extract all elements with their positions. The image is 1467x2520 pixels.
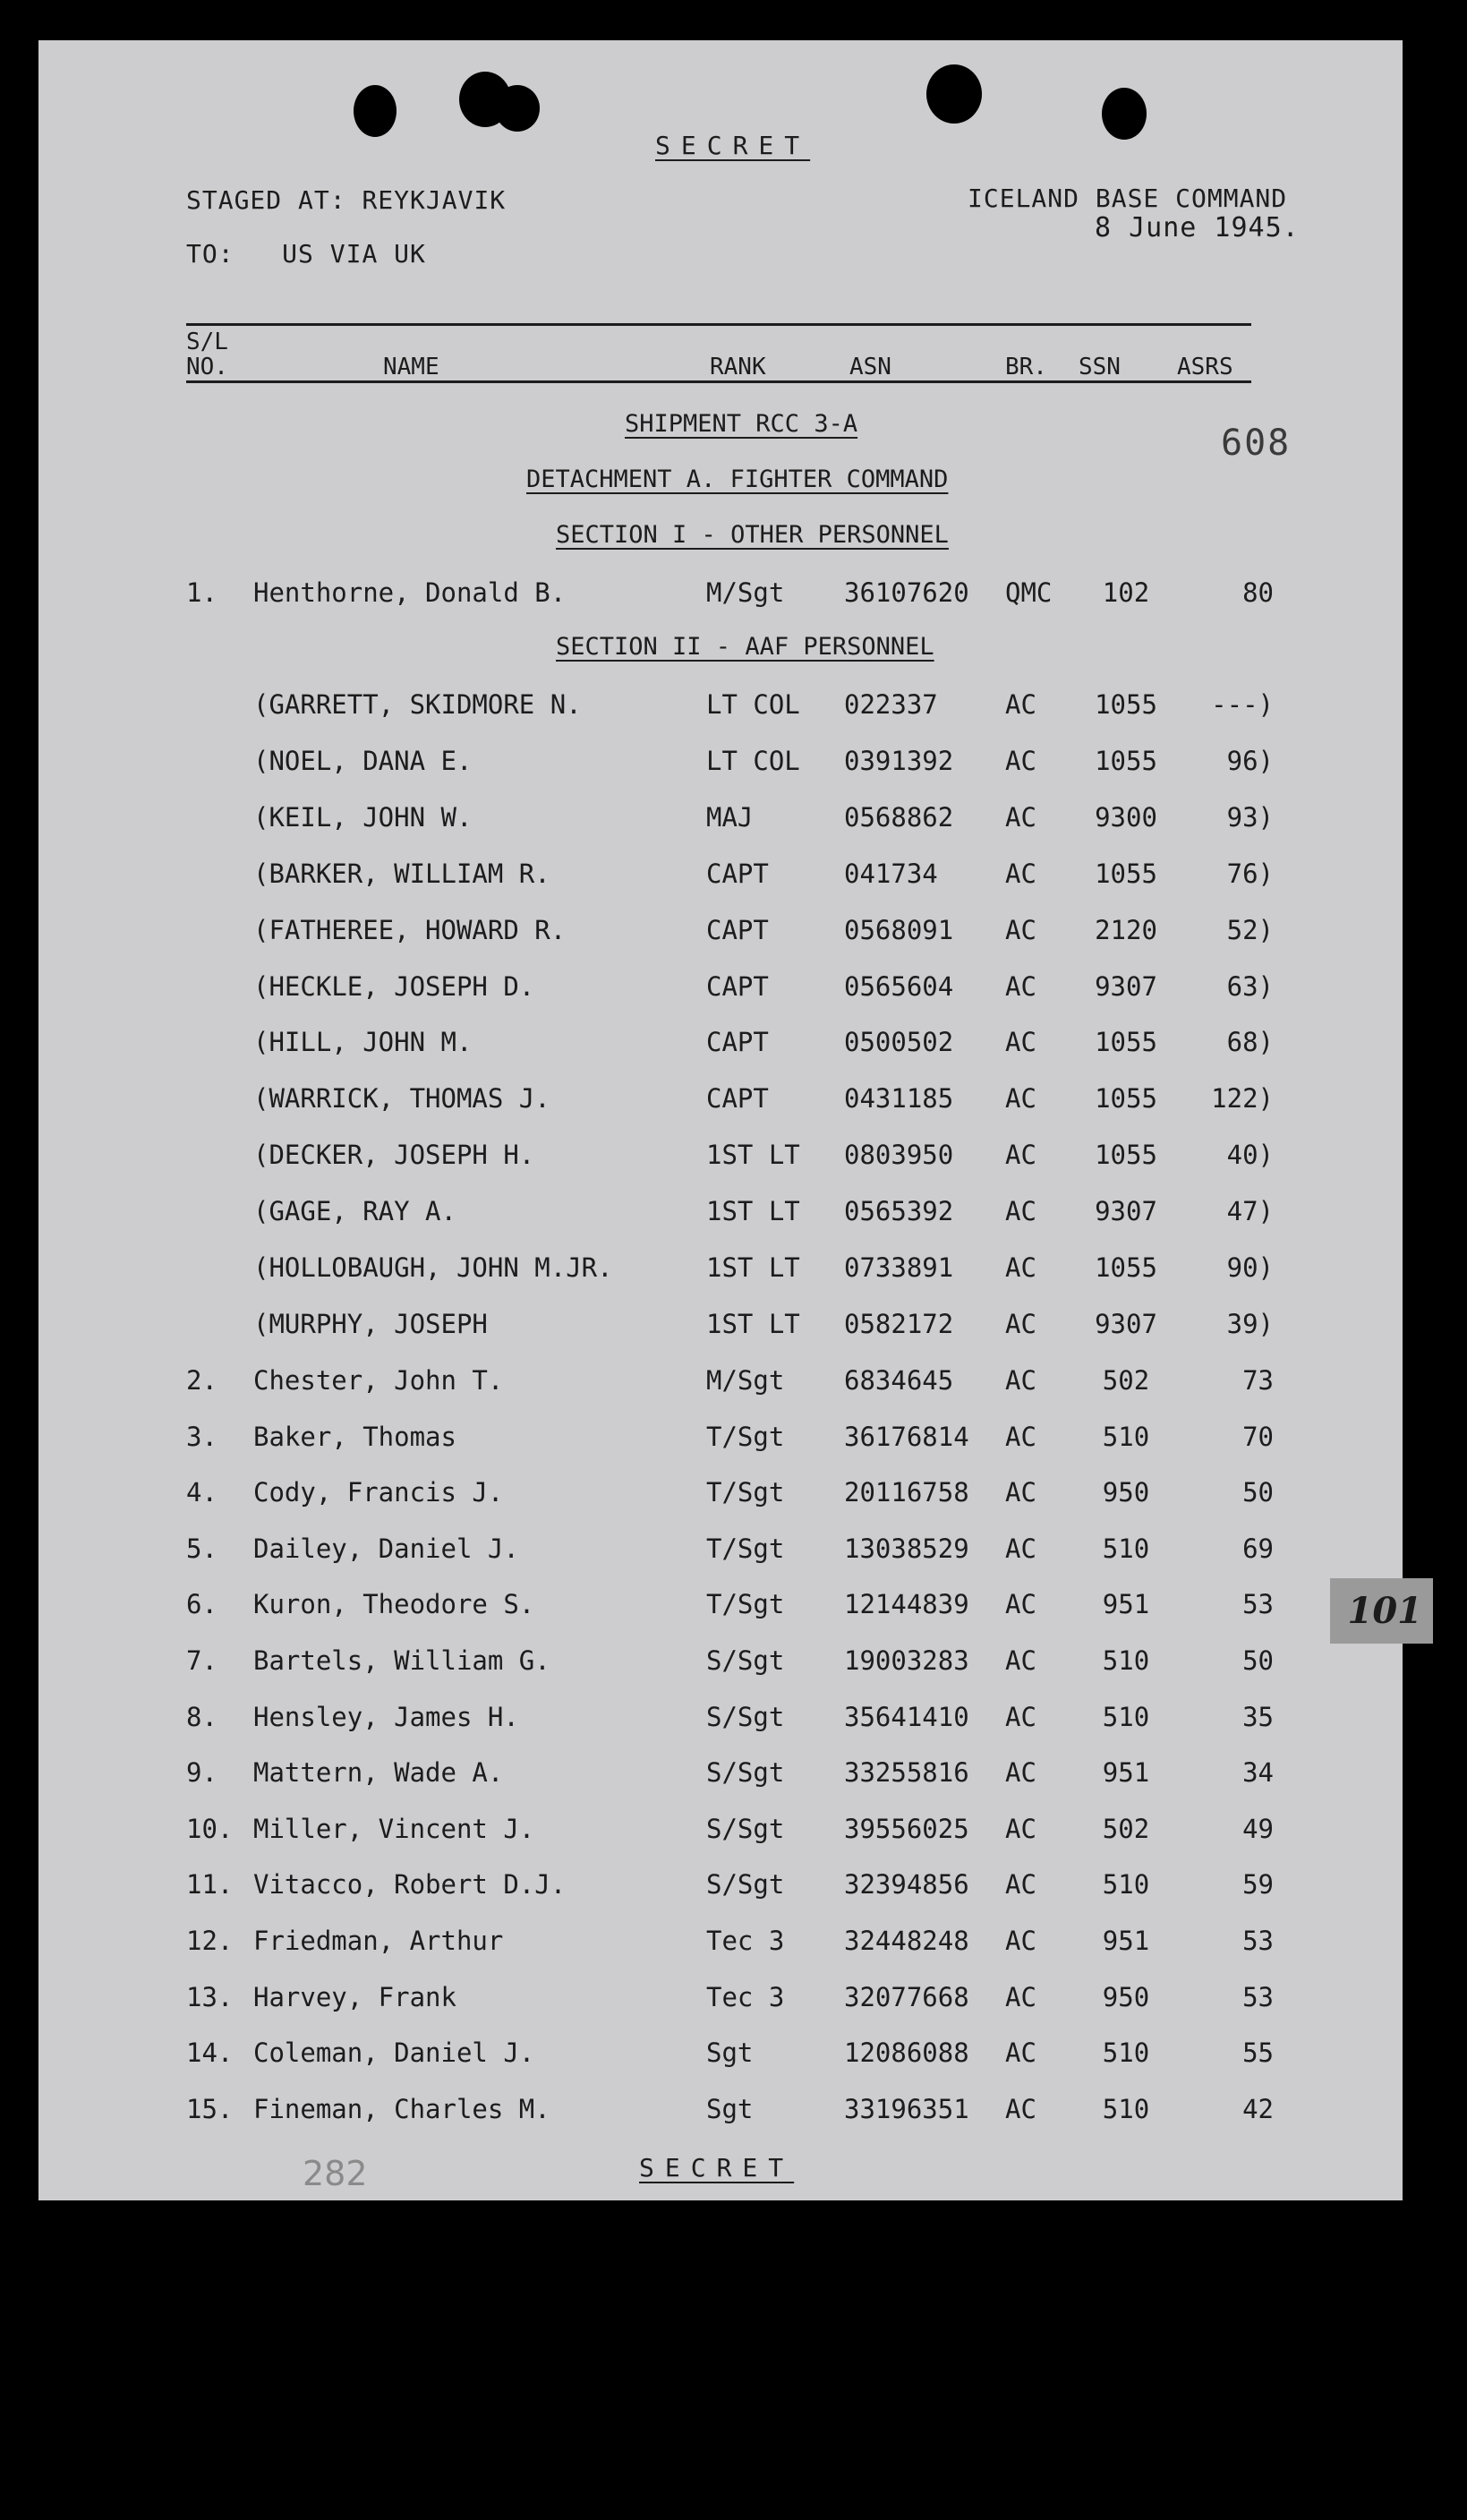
row-ssn: 950 [1102, 1981, 1150, 2012]
row-asn: 13038529 [844, 1533, 969, 1564]
row-asrs: 96) [1226, 745, 1274, 776]
row-name: (BARKER, WILLIAM R. [253, 858, 550, 889]
row-number: 12. [186, 1926, 234, 1956]
column-sl: S/L [186, 329, 228, 355]
table-row [38, 915, 1403, 951]
detachment-heading: DETACHMENT A. FIGHTER COMMAND [526, 466, 949, 493]
row-name: Harvey, Frank [253, 1981, 456, 2012]
row-asrs: 49 [1242, 1813, 1274, 1844]
row-number: 9. [186, 1757, 217, 1789]
row-ssn: 502 [1102, 1365, 1150, 1396]
row-asn: 33255816 [844, 1757, 969, 1789]
row-name: (MURPHY, JOSEPH [253, 1308, 488, 1339]
row-asn: 32448248 [844, 1926, 969, 1956]
table-row [38, 2037, 1403, 2073]
row-branch: AC [1005, 858, 1036, 889]
row-asrs: 93) [1226, 801, 1274, 833]
row-name: Kuron, Theodore S. [253, 1589, 535, 1620]
row-ssn: 9307 [1095, 1308, 1157, 1339]
row-asn: 0803950 [844, 1140, 954, 1171]
row-ssn: 510 [1102, 2037, 1150, 2069]
row-asn: 0391392 [844, 745, 954, 776]
table-row [38, 1477, 1403, 1513]
row-number: 15. [186, 2093, 234, 2124]
row-asn: 36107620 [844, 577, 969, 608]
row-name: (GAGE, RAY A. [253, 1196, 456, 1227]
row-branch: AC [1005, 1981, 1036, 2012]
staged-at-label: STAGED AT: [186, 185, 346, 215]
archive-stamp: 282 [303, 2154, 368, 2193]
staged-at-value: REYKJAVIK [362, 185, 507, 215]
section-2-heading: SECTION II - AAF PERSONNEL [556, 633, 934, 661]
row-name: Dailey, Daniel J. [253, 1533, 519, 1564]
row-asn: 0500502 [844, 1027, 954, 1058]
row-name: Hensley, James H. [253, 1701, 519, 1732]
row-number: 13. [186, 1981, 234, 2012]
column-no: NO. [186, 354, 228, 380]
row-asn: 36176814 [844, 1421, 969, 1452]
row-branch: AC [1005, 2037, 1036, 2069]
row-name: Miller, Vincent J. [253, 1813, 535, 1844]
table-row [38, 1702, 1403, 1738]
row-rank: T/Sgt [706, 1589, 785, 1620]
table-row [38, 1589, 1403, 1625]
row-asrs: 53 [1242, 1589, 1274, 1620]
row-rank: Sgt [706, 2037, 754, 2069]
row-asrs: 68) [1226, 1027, 1274, 1058]
row-asn: 0431185 [844, 1083, 954, 1115]
table-row [38, 577, 1403, 613]
row-rank: S/Sgt [706, 1701, 785, 1732]
row-branch: AC [1005, 801, 1036, 833]
row-ssn: 502 [1102, 1813, 1150, 1844]
table-row [38, 1365, 1403, 1401]
row-name: Bartels, William G. [253, 1645, 550, 1676]
row-number: 2. [186, 1365, 217, 1396]
row-number: 1. [186, 577, 217, 608]
row-asn: 39556025 [844, 1813, 969, 1844]
row-branch: AC [1005, 1589, 1036, 1620]
table-row [38, 971, 1403, 1007]
row-asn: 022337 [844, 689, 938, 720]
row-asn: 041734 [844, 858, 938, 889]
table-row [38, 1140, 1403, 1175]
row-rank: CAPT [706, 1083, 769, 1115]
row-rank: CAPT [706, 1027, 769, 1058]
row-branch: AC [1005, 1083, 1036, 1115]
row-ssn: 510 [1102, 1533, 1150, 1564]
table-row [38, 746, 1403, 782]
row-asrs: 69 [1242, 1533, 1274, 1564]
row-name: Baker, Thomas [253, 1421, 456, 1452]
destination-label: TO: [186, 239, 235, 269]
column-asn: ASN [849, 354, 891, 380]
row-asrs: 34 [1242, 1757, 1274, 1789]
row-rank: S/Sgt [706, 1813, 785, 1844]
row-name: Vitacco, Robert D.J. [253, 1869, 567, 1901]
row-ssn: 950 [1102, 1477, 1150, 1508]
table-row [38, 802, 1403, 838]
row-asn: 6834645 [844, 1365, 954, 1396]
row-ssn: 510 [1102, 1645, 1150, 1676]
row-ssn: 9307 [1095, 1196, 1157, 1227]
row-rank: MAJ [706, 801, 754, 833]
classification-bottom: SECRET [639, 2153, 795, 2183]
row-asrs: 73 [1242, 1365, 1274, 1396]
row-ssn: 951 [1102, 1589, 1150, 1620]
row-asrs: ---) [1211, 689, 1274, 720]
column-rank: RANK [710, 354, 766, 380]
row-name: (FATHEREE, HOWARD R. [253, 914, 567, 945]
row-branch: AC [1005, 1027, 1036, 1058]
table-row [38, 1982, 1403, 2018]
row-asrs: 50 [1242, 1645, 1274, 1676]
row-asn: 0733891 [844, 1252, 954, 1283]
row-number: 4. [186, 1477, 217, 1508]
row-rank: T/Sgt [706, 1533, 785, 1564]
row-ssn: 1055 [1095, 1027, 1157, 1058]
table-row [38, 1309, 1403, 1345]
column-asrs: ASRS [1177, 354, 1233, 380]
row-asrs: 55 [1242, 2037, 1274, 2069]
row-ssn: 1055 [1095, 689, 1157, 720]
row-branch: AC [1005, 1477, 1036, 1508]
row-asrs: 53 [1242, 1926, 1274, 1956]
row-rank: CAPT [706, 858, 769, 889]
row-rank: 1ST LT [706, 1196, 800, 1227]
row-branch: AC [1005, 1926, 1036, 1956]
row-name: Chester, John T. [253, 1365, 504, 1396]
row-ssn: 1055 [1095, 1083, 1157, 1115]
row-rank: 1ST LT [706, 1308, 800, 1339]
row-name: Fineman, Charles M. [253, 2093, 550, 2124]
row-rank: T/Sgt [706, 1477, 785, 1508]
section-1-heading: SECTION I - OTHER PERSONNEL [556, 521, 949, 549]
table-row [38, 2094, 1403, 2130]
page-number: 608 [1221, 423, 1292, 464]
row-asn: 0568862 [844, 801, 954, 833]
row-rank: 1ST LT [706, 1252, 800, 1283]
table-row [38, 859, 1403, 894]
row-rank: M/Sgt [706, 1365, 785, 1396]
table-row [38, 1814, 1403, 1849]
column-br: BR. [1005, 354, 1047, 380]
row-asn: 32077668 [844, 1981, 969, 2012]
row-asn: 33196351 [844, 2093, 969, 2124]
row-ssn: 9307 [1095, 970, 1157, 1002]
row-asn: 35641410 [844, 1701, 969, 1732]
row-branch: AC [1005, 1140, 1036, 1171]
row-name: Henthorne, Donald B. [253, 577, 567, 608]
row-branch: QMC [1005, 577, 1053, 608]
row-rank: S/Sgt [706, 1757, 785, 1789]
row-asn: 19003283 [844, 1645, 969, 1676]
row-ssn: 510 [1102, 1869, 1150, 1901]
row-number: 14. [186, 2037, 234, 2069]
document-date: 8 June 1945. [1095, 212, 1300, 243]
row-asrs: 40) [1226, 1140, 1274, 1171]
table-row [38, 1645, 1403, 1681]
column-name: NAME [383, 354, 439, 380]
row-branch: AC [1005, 1757, 1036, 1789]
row-rank: M/Sgt [706, 577, 785, 608]
row-ssn: 102 [1102, 577, 1150, 608]
row-name: (KEIL, JOHN W. [253, 801, 473, 833]
row-asn: 12086088 [844, 2037, 969, 2069]
row-number: 8. [186, 1701, 217, 1732]
row-asrs: 70 [1242, 1421, 1274, 1452]
row-name: (GARRETT, SKIDMORE N. [253, 689, 582, 720]
table-row [38, 1757, 1403, 1793]
row-rank: Tec 3 [706, 1926, 785, 1956]
page-tab-number: 101 [1330, 1578, 1433, 1644]
row-asrs: 76) [1226, 858, 1274, 889]
table-row [38, 1422, 1403, 1457]
row-asrs: 90) [1226, 1252, 1274, 1283]
row-name: Cody, Francis J. [253, 1477, 504, 1508]
table-row [38, 1027, 1403, 1063]
row-rank: Tec 3 [706, 1981, 785, 2012]
row-branch: AC [1005, 2093, 1036, 2124]
row-asn: 20116758 [844, 1477, 969, 1508]
row-ssn: 510 [1102, 1421, 1150, 1452]
row-asrs: 122) [1211, 1083, 1274, 1115]
row-rank: S/Sgt [706, 1869, 785, 1901]
row-branch: AC [1005, 689, 1036, 720]
table-row [38, 1869, 1403, 1905]
row-asn: 0565604 [844, 970, 954, 1002]
row-branch: AC [1005, 914, 1036, 945]
row-branch: AC [1005, 745, 1036, 776]
shipment-heading: SHIPMENT RCC 3-A [625, 410, 858, 438]
row-ssn: 510 [1102, 2093, 1150, 2124]
row-rank: LT COL [706, 689, 800, 720]
row-ssn: 1055 [1095, 1252, 1157, 1283]
row-ssn: 1055 [1095, 858, 1157, 889]
row-ssn: 1055 [1095, 745, 1157, 776]
row-asrs: 50 [1242, 1477, 1274, 1508]
row-asrs: 63) [1226, 970, 1274, 1002]
row-rank: CAPT [706, 970, 769, 1002]
row-number: 7. [186, 1645, 217, 1676]
row-branch: AC [1005, 1533, 1036, 1564]
table-row [38, 1533, 1403, 1569]
row-name: (HECKLE, JOSEPH D. [253, 970, 535, 1002]
row-asn: 0568091 [844, 914, 954, 945]
row-ssn: 2120 [1095, 914, 1157, 945]
header-bottom-rule [186, 380, 1251, 383]
row-number: 5. [186, 1533, 217, 1564]
row-rank: S/Sgt [706, 1645, 785, 1676]
row-number: 6. [186, 1589, 217, 1620]
table-row [38, 689, 1403, 725]
row-branch: AC [1005, 970, 1036, 1002]
row-branch: AC [1005, 1869, 1036, 1901]
row-name: (NOEL, DANA E. [253, 745, 473, 776]
row-asrs: 59 [1242, 1869, 1274, 1901]
table-row [38, 1252, 1403, 1288]
row-branch: AC [1005, 1252, 1036, 1283]
row-branch: AC [1005, 1365, 1036, 1396]
table-row [38, 1196, 1403, 1232]
document-page [38, 40, 1403, 2200]
row-rank: Sgt [706, 2093, 754, 2124]
row-asrs: 35 [1242, 1701, 1274, 1732]
row-number: 11. [186, 1869, 234, 1901]
row-asrs: 52) [1226, 914, 1274, 945]
row-ssn: 510 [1102, 1701, 1150, 1732]
row-ssn: 9300 [1095, 801, 1157, 833]
row-ssn: 1055 [1095, 1140, 1157, 1171]
row-branch: AC [1005, 1701, 1036, 1732]
row-number: 3. [186, 1421, 217, 1452]
row-rank: 1ST LT [706, 1140, 800, 1171]
row-branch: AC [1005, 1813, 1036, 1844]
destination-value: US VIA UK [282, 239, 426, 269]
row-name: (HILL, JOHN M. [253, 1027, 473, 1058]
row-asrs: 47) [1226, 1196, 1274, 1227]
row-name: (HOLLOBAUGH, JOHN M.JR. [253, 1252, 613, 1283]
row-name: Mattern, Wade A. [253, 1757, 504, 1789]
row-rank: CAPT [706, 914, 769, 945]
row-asrs: 42 [1242, 2093, 1274, 2124]
table-row [38, 1926, 1403, 1961]
row-asn: 0582172 [844, 1308, 954, 1339]
row-branch: AC [1005, 1308, 1036, 1339]
row-asrs: 80 [1242, 577, 1274, 608]
row-name: Friedman, Arthur [253, 1926, 504, 1956]
row-branch: AC [1005, 1196, 1036, 1227]
row-rank: LT COL [706, 745, 800, 776]
row-name: (WARRICK, THOMAS J. [253, 1083, 550, 1115]
row-asn: 12144839 [844, 1589, 969, 1620]
row-name: (DECKER, JOSEPH H. [253, 1140, 535, 1171]
row-ssn: 951 [1102, 1926, 1150, 1956]
row-asn: 0565392 [844, 1196, 954, 1227]
row-name: Coleman, Daniel J. [253, 2037, 535, 2069]
row-asn: 32394856 [844, 1869, 969, 1901]
row-ssn: 951 [1102, 1757, 1150, 1789]
row-number: 10. [186, 1813, 234, 1844]
command-name: ICELAND BASE COMMAND [968, 184, 1288, 213]
row-asrs: 39) [1226, 1308, 1274, 1339]
row-branch: AC [1005, 1421, 1036, 1452]
column-header [38, 40, 1403, 398]
row-branch: AC [1005, 1645, 1036, 1676]
row-asrs: 53 [1242, 1981, 1274, 2012]
column-ssn: SSN [1079, 354, 1121, 380]
row-rank: T/Sgt [706, 1421, 785, 1452]
table-row [38, 1083, 1403, 1119]
classification-top: SECRET [655, 131, 811, 160]
